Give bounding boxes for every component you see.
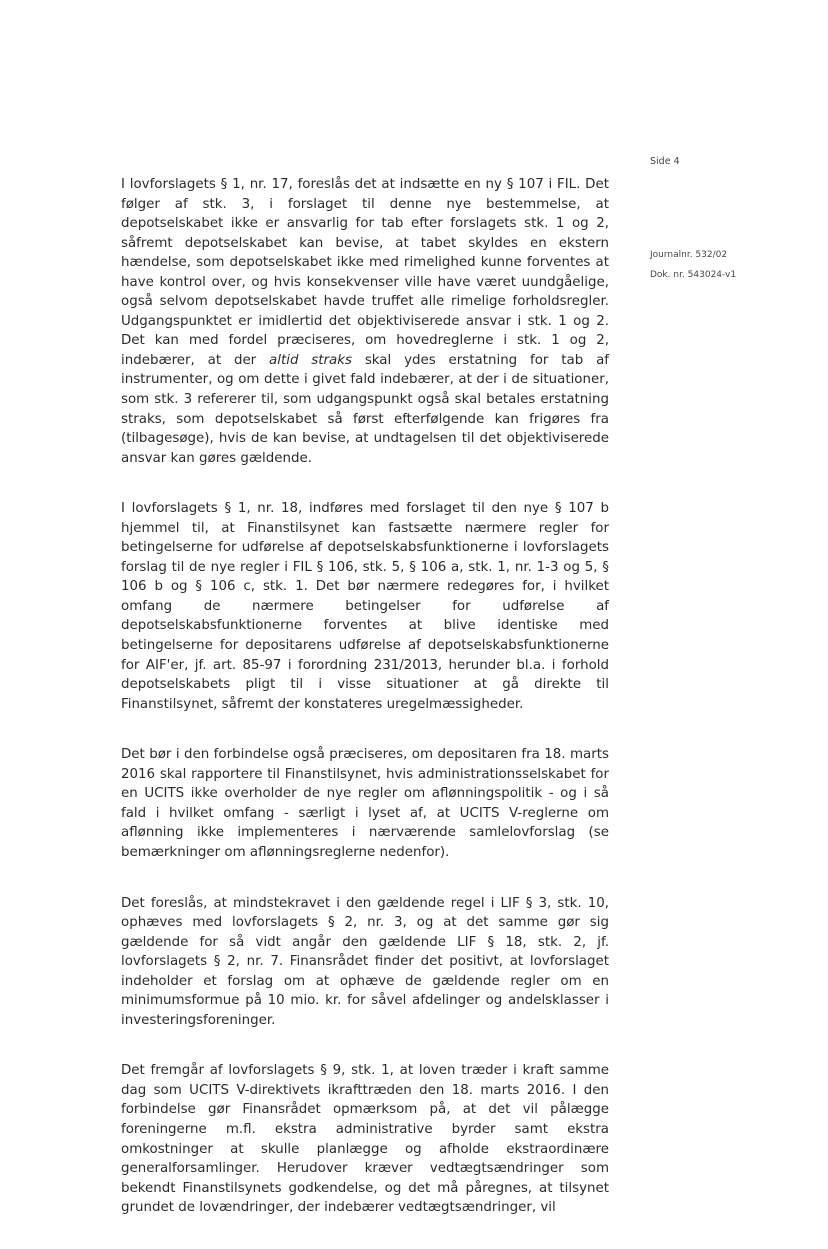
paragraph-entry-into-force: Det fremgår af lovforslagets § 9, stk. 1, at loven træder i kraft samme dag som UCITS V-direktivets ikrafttræden den 18. marts 2016. I den forbindelse gør Finansrådet opmærksom på, at det vil pålægge foreningerne m.fl. ekstra administrative byrder samt ekstra omkostninger at skulle planlægge og afholde ekstraordinære generalforsamlinger. Herudover kræver vedtægtsændringer som bekendt Finanstilsynets godkendelse, og det må påregnes, at tilsynet grundet de lovændringer, der indebærer vedtægtsændringer, vil bbox=[121, 1063, 609, 1216]
emphasis-text: altid straks bbox=[269, 352, 352, 368]
paragraph-depositary-liability bbox=[121, 175, 609, 468]
document-number: Dok. nr. 543024-v1 bbox=[650, 270, 737, 280]
paragraph-minimum-requirement: Det foreslås, at mindstekravet i den gældende regel i LIF § 3, stk. 10, ophæves med lovforslagets § 2, nr. 3, og at det samme gør sig gældende for så vidt angår den gældende LIF § 18, stk. 2, jf. lovforslagets § 2, nr. 7. Finansrådet finder det positivt, at lovforslaget indeholder et forslag om at ophæve de gældende regler om en minimumsformue på 10 mio. kr. for såvel afdelinger og andelsklasser i investeringsforeninger. bbox=[121, 895, 609, 1028]
document-body bbox=[121, 175, 609, 1249]
paragraph-text-part: skal ydes erstatning for tab af instrumenter, og om dette i givet fald indebærer, at der i de situationer, som stk. 3 refererer til, som udgangspunkt også skal betales erstatning straks, som depotselskabet så først efterfølgende kan frigøres fra (tilbagesøge), hvis de kan bevise, at undtagelsen til det objektiviserede ansvar kan gøres gældende. bbox=[121, 352, 610, 466]
paragraph-reporting: Det bør i den forbindelse også præciseres, om depositaren fra 18. marts 2016 skal rapportere til Finanstilsynet, hvis administrationsselskabet for en UCITS ikke overholder de nye regler om aflønningspolitik - og i så fald i hvilket omfang - særligt i lyset af, at UCITS V-reglerne om aflønning ikke implementeres i nærværende samlelovforslag (se bemærkninger om aflønningsreglerne nedenfor). bbox=[121, 747, 609, 860]
paragraph-text-part: I lovforslagets § 1, nr. 17, foreslås det at indsætte en ny § 107 i FIL. Det følger af stk. 3, i forslaget til denne nye bestemmelse, at depotselskabet ikke er ansvarlig for tab efter forslagets stk. 1 og 2, såfremt depotselskabet kan bevise, at tabet skyldes en ekstern hændelse, som depotselskabet ikke med rimelighed kunne forventes at have kontrol over, og hvis konsekvenser ville have været uundgåelige, også selvom depotselskabet havde truffet alle rimelige forholdsregler. Udgangspunktet er imidlertid det objektiviserede ansvar i stk. 1 og 2. Det kan med fordel præciseres, om hovedreglerne i stk. 1 og 2, indebærer, at der bbox=[121, 177, 609, 368]
paragraph-finanstilsynet-rules: I lovforslagets § 1, nr. 18, indføres med forslaget til den nye § 107 b hjemmel til, at Finanstilsynet kan fastsætte nærmere regler for betingelserne for udførelse af depotselskabsfunktionerne i lovforslagets forslag til de nye regler i FIL § 106, stk. 5, § 106 a, stk. 1, nr. 1-3 og 5, § 106 b og § 106 c, stk. 1. Det bør nærmere redegøres for, i hvilket omfang de nærmere betingelser for udførelse af depotselskabsfunktionerne forventes at blive identiske med betingelserne for depositarens udførelse af depotselskabsfunktionerne for AIF'er, jf. art. 85-97 i forordning 231/2013, herunder bl.a. i forhold depotselskabets pligt til i visse situationer at gå direkte til Finanstilsynet, såfremt der konstateres uregelmæssigheder. bbox=[121, 501, 609, 712]
journal-number: Journalnr. 532/02 bbox=[650, 250, 728, 260]
page-number-label: Side 4 bbox=[650, 156, 680, 167]
